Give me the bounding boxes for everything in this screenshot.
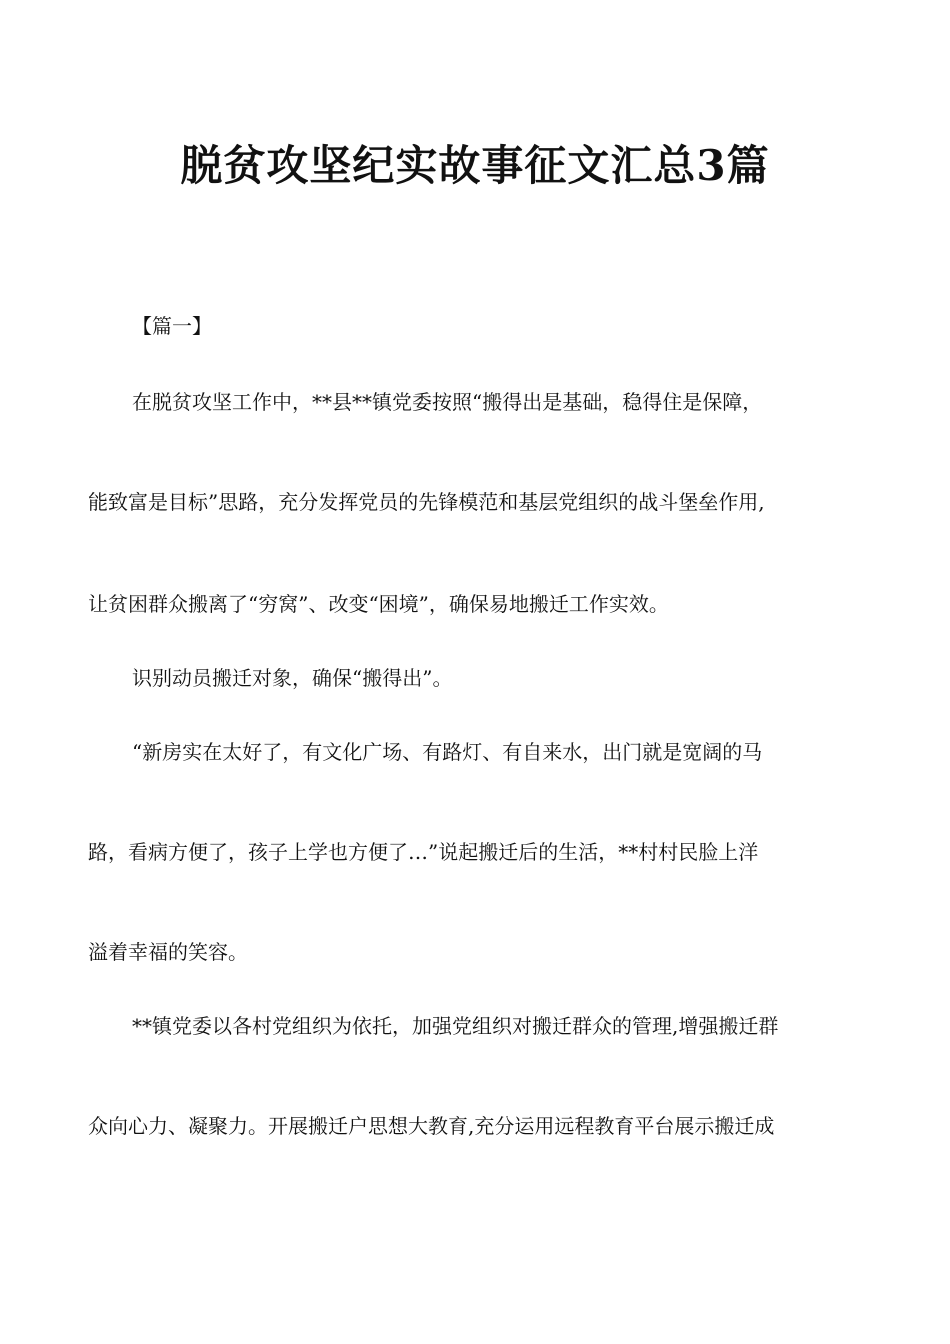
paragraph-line: 溢着幸福的笑容。 [88, 940, 248, 964]
section-heading: 【篇一】 [132, 314, 212, 338]
paragraph-line: **镇党委以各村党组织为依托，加强党组织对搬迁群众的管理,增强搬迁群 [132, 1014, 779, 1038]
paragraph-line: 路，看病方便了，孩子上学也方便了…”说起搬迁后的生活，**村村民脸上洋 [88, 840, 759, 864]
paragraph-line: 能致富是目标”思路，充分发挥党员的先锋模范和基层党组织的战斗堡垒作用, [88, 490, 765, 514]
paragraph-line: 让贫困群众搬离了“穷窝”、改变“困境”，确保易地搬迁工作实效。 [88, 592, 669, 616]
paragraph-line: 识别动员搬迁对象，确保“搬得出”。 [132, 666, 453, 690]
paragraph-line: “新房实在太好了，有文化广场、有路灯、有自来水，出门就是宽阔的马 [132, 740, 763, 764]
paragraph-line: 众向心力、凝聚力。开展搬迁户思想大教育,充分运用远程教育平台展示搬迁成 [88, 1114, 775, 1138]
document-title: 脱贫攻坚纪实故事征文汇总3篇 [180, 141, 770, 190]
paragraph-line: 在脱贫攻坚工作中，**县**镇党委按照“搬得出是基础，稳得住是保障， [132, 390, 763, 414]
